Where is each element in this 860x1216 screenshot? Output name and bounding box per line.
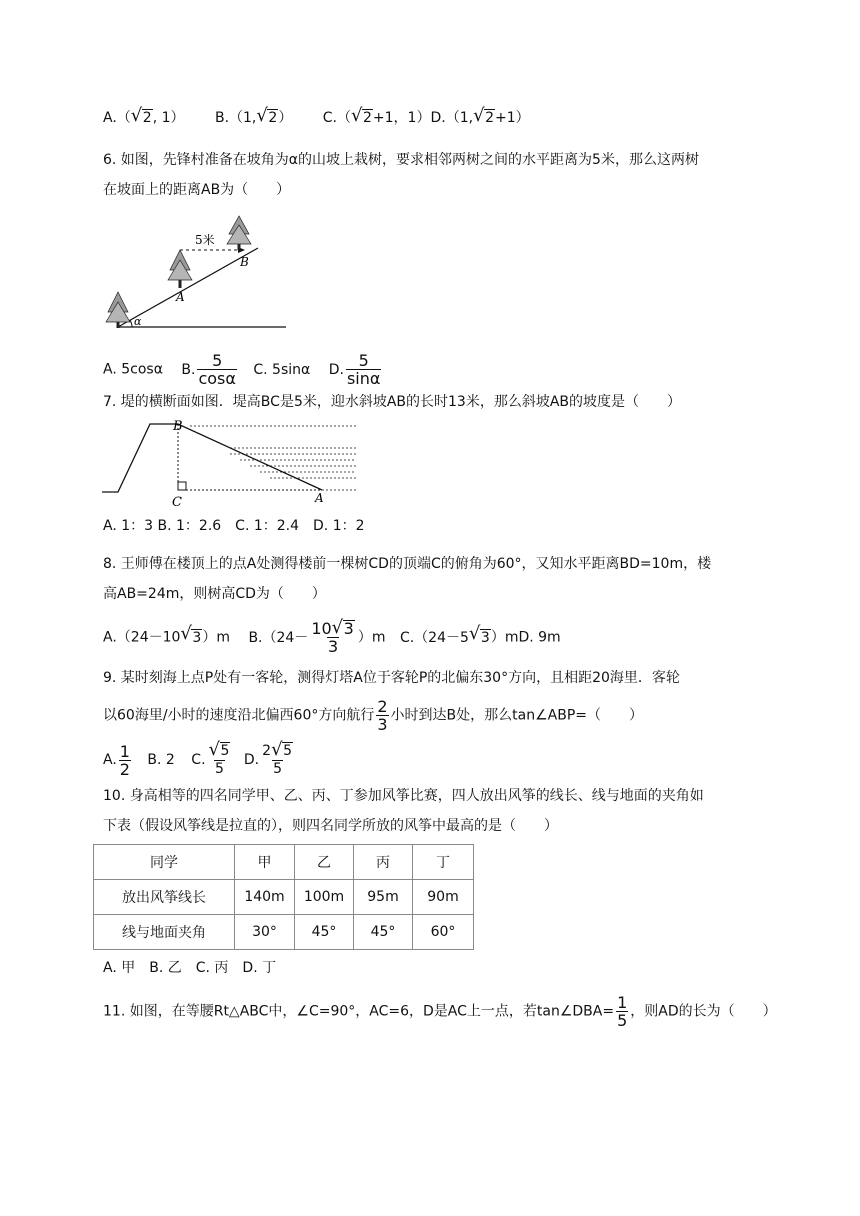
table-cell: 甲: [235, 845, 295, 880]
q6-text-line2: 在坡面上的距离AB为（ ）: [103, 182, 291, 198]
table-cell: 95m: [354, 880, 413, 915]
table-cell: 同学: [94, 845, 235, 880]
table-cell: 60°: [413, 915, 474, 950]
tree-icon: [227, 216, 251, 250]
q6-options: A. 5cosα B. $\frac{5}{\cos\alpha}$ C. 5sinα D. $\frac{5}{\sin\alpha}$: [103, 351, 381, 388]
table-cell: 放出风筝线长: [94, 880, 235, 915]
q10-options: A. 甲 B. 乙 C. 丙 D. 丁: [103, 960, 277, 976]
table-cell: 100m: [295, 880, 354, 915]
table-cell: 140m: [235, 880, 295, 915]
table-cell: 45°: [354, 915, 413, 950]
q5-options: [103, 105, 530, 128]
figure-label-b: B: [240, 255, 249, 269]
figure-label-b: B: [173, 419, 183, 434]
figure-label-c: C: [172, 495, 182, 510]
q9-text-line1: 9. 某时刻海上点P处有一客轮，测得灯塔A位于客轮P的北偏东30°方向，且相距20海里．客轮: [103, 670, 680, 686]
q6-slope-figure: [100, 212, 290, 332]
q8-text-line1: 8. 王师傅在楼顶上的点A处测得楼前一棵树CD的顶端C的俯角为60°，又知水平距离BD=10m，楼: [103, 556, 712, 572]
q5-option-b: B.（1, √ 2）: [214, 105, 293, 126]
kite-data-table: [93, 844, 474, 950]
tree-icon: [168, 250, 192, 288]
q11-text: 11. 如图，在等腰Rt△ABC中，∠C=90°，AC=6，D是AC上一点，若tan∠DBA= $\frac{1}{5}$ ，则AD的长为（ ）: [103, 993, 777, 1030]
q9-text-line2: 以60海里/小时的速度沿北偏西60°方向航行 $\frac{2}{3}$ 小时到达B处，那么tan∠ABP=（ ）: [103, 697, 643, 734]
q8-options: A.（24－10 √ 3）m B.（24－ 10 √ 3 3 ）m C.（24－5 √ 3）mD. 9m: [103, 617, 561, 656]
q7-embankment-figure: [100, 418, 360, 510]
q5-option-c-d: C.（ √ 2+1，1）D.（1, √ 2+1）: [322, 105, 530, 126]
figure-label-a: A: [176, 290, 185, 304]
q8-text-line2: 高AB=24m，则树高CD为（ ）: [103, 586, 326, 602]
q10-text-line1: 10. 身高相等的四名同学甲、乙、丙、丁参加风筝比赛，四人放出风筝的线长、线与地面的夹角如: [103, 788, 704, 804]
table-cell: 丁: [413, 845, 474, 880]
table-cell: 45°: [295, 915, 354, 950]
table-cell: 丙: [354, 845, 413, 880]
figure-label-distance: 5米: [195, 233, 215, 247]
q5-option-a: A.（ √ 2, 1）: [103, 105, 185, 126]
q6-text-line1: 6. 如图，先锋村准备在坡角为α的山坡上栽树，要求相邻两树之间的水平距离为5米，那么这两树: [103, 152, 699, 168]
table-cell: 线与地面夹角: [94, 915, 235, 950]
q7-text-line1: 7. 堤的横断面如图．堤高BC是5米，迎水斜坡AB的长时13米，那么斜坡AB的坡度是（ ）: [103, 394, 682, 410]
q7-options: A. 1：3 B. 1：2.6 C. 1：2.4 D. 1：2: [103, 518, 365, 534]
table-cell: 30°: [235, 915, 295, 950]
table-header-row: [94, 845, 474, 880]
table-row: [94, 880, 474, 915]
q10-text-line2: 下表（假设风筝线是拉直的），则四名同学所放的风筝中最高的是（ ）: [103, 818, 558, 834]
table-row: [94, 915, 474, 950]
q9-options: A. $\frac{1}{2}$ B. 2 C. √ 5 5 D. 2 √ 5 5: [103, 739, 292, 779]
figure-label-alpha: α: [134, 315, 142, 328]
table-cell: 乙: [295, 845, 354, 880]
table-cell: 90m: [413, 880, 474, 915]
figure-label-a: A: [315, 491, 324, 505]
